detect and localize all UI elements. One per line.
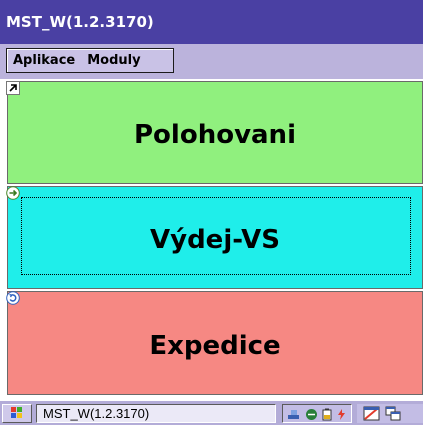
arrow-northeast-icon [6, 81, 20, 95]
system-tray-right [357, 404, 423, 423]
windows-logo-icon [3, 405, 31, 422]
window-title: MST_W(1.2.3170) [6, 13, 154, 31]
arrow-right-circle-icon [6, 186, 20, 200]
module-vydej-vs-label: Výdej-VS [150, 225, 280, 255]
module-expedice-button[interactable] [7, 291, 423, 395]
menu-group [6, 48, 174, 73]
power-icon[interactable] [335, 408, 348, 421]
taskbar-app-button[interactable]: MST_W(1.2.3170) [36, 404, 276, 423]
sync-icon[interactable] [305, 408, 318, 421]
menu-bar [0, 44, 423, 79]
module-list [0, 79, 423, 400]
window-switch-icon[interactable] [385, 406, 401, 421]
battery-icon[interactable] [321, 408, 334, 421]
taskbar [0, 400, 423, 425]
module-expedice-label: Expedice [149, 331, 281, 361]
title-bar [0, 0, 423, 44]
module-polohovani-button[interactable] [7, 81, 423, 184]
module-vydej-vs-button[interactable] [7, 186, 423, 289]
menu-moduly[interactable]: Moduly [87, 53, 141, 68]
refresh-circle-icon [6, 291, 20, 305]
network-icon[interactable] [287, 408, 300, 421]
system-tray [282, 404, 352, 423]
tool-icon[interactable] [363, 406, 380, 421]
start-button[interactable] [2, 404, 32, 423]
menu-aplikace[interactable]: Aplikace [13, 53, 76, 68]
module-polohovani-label: Polohovani [134, 120, 296, 150]
